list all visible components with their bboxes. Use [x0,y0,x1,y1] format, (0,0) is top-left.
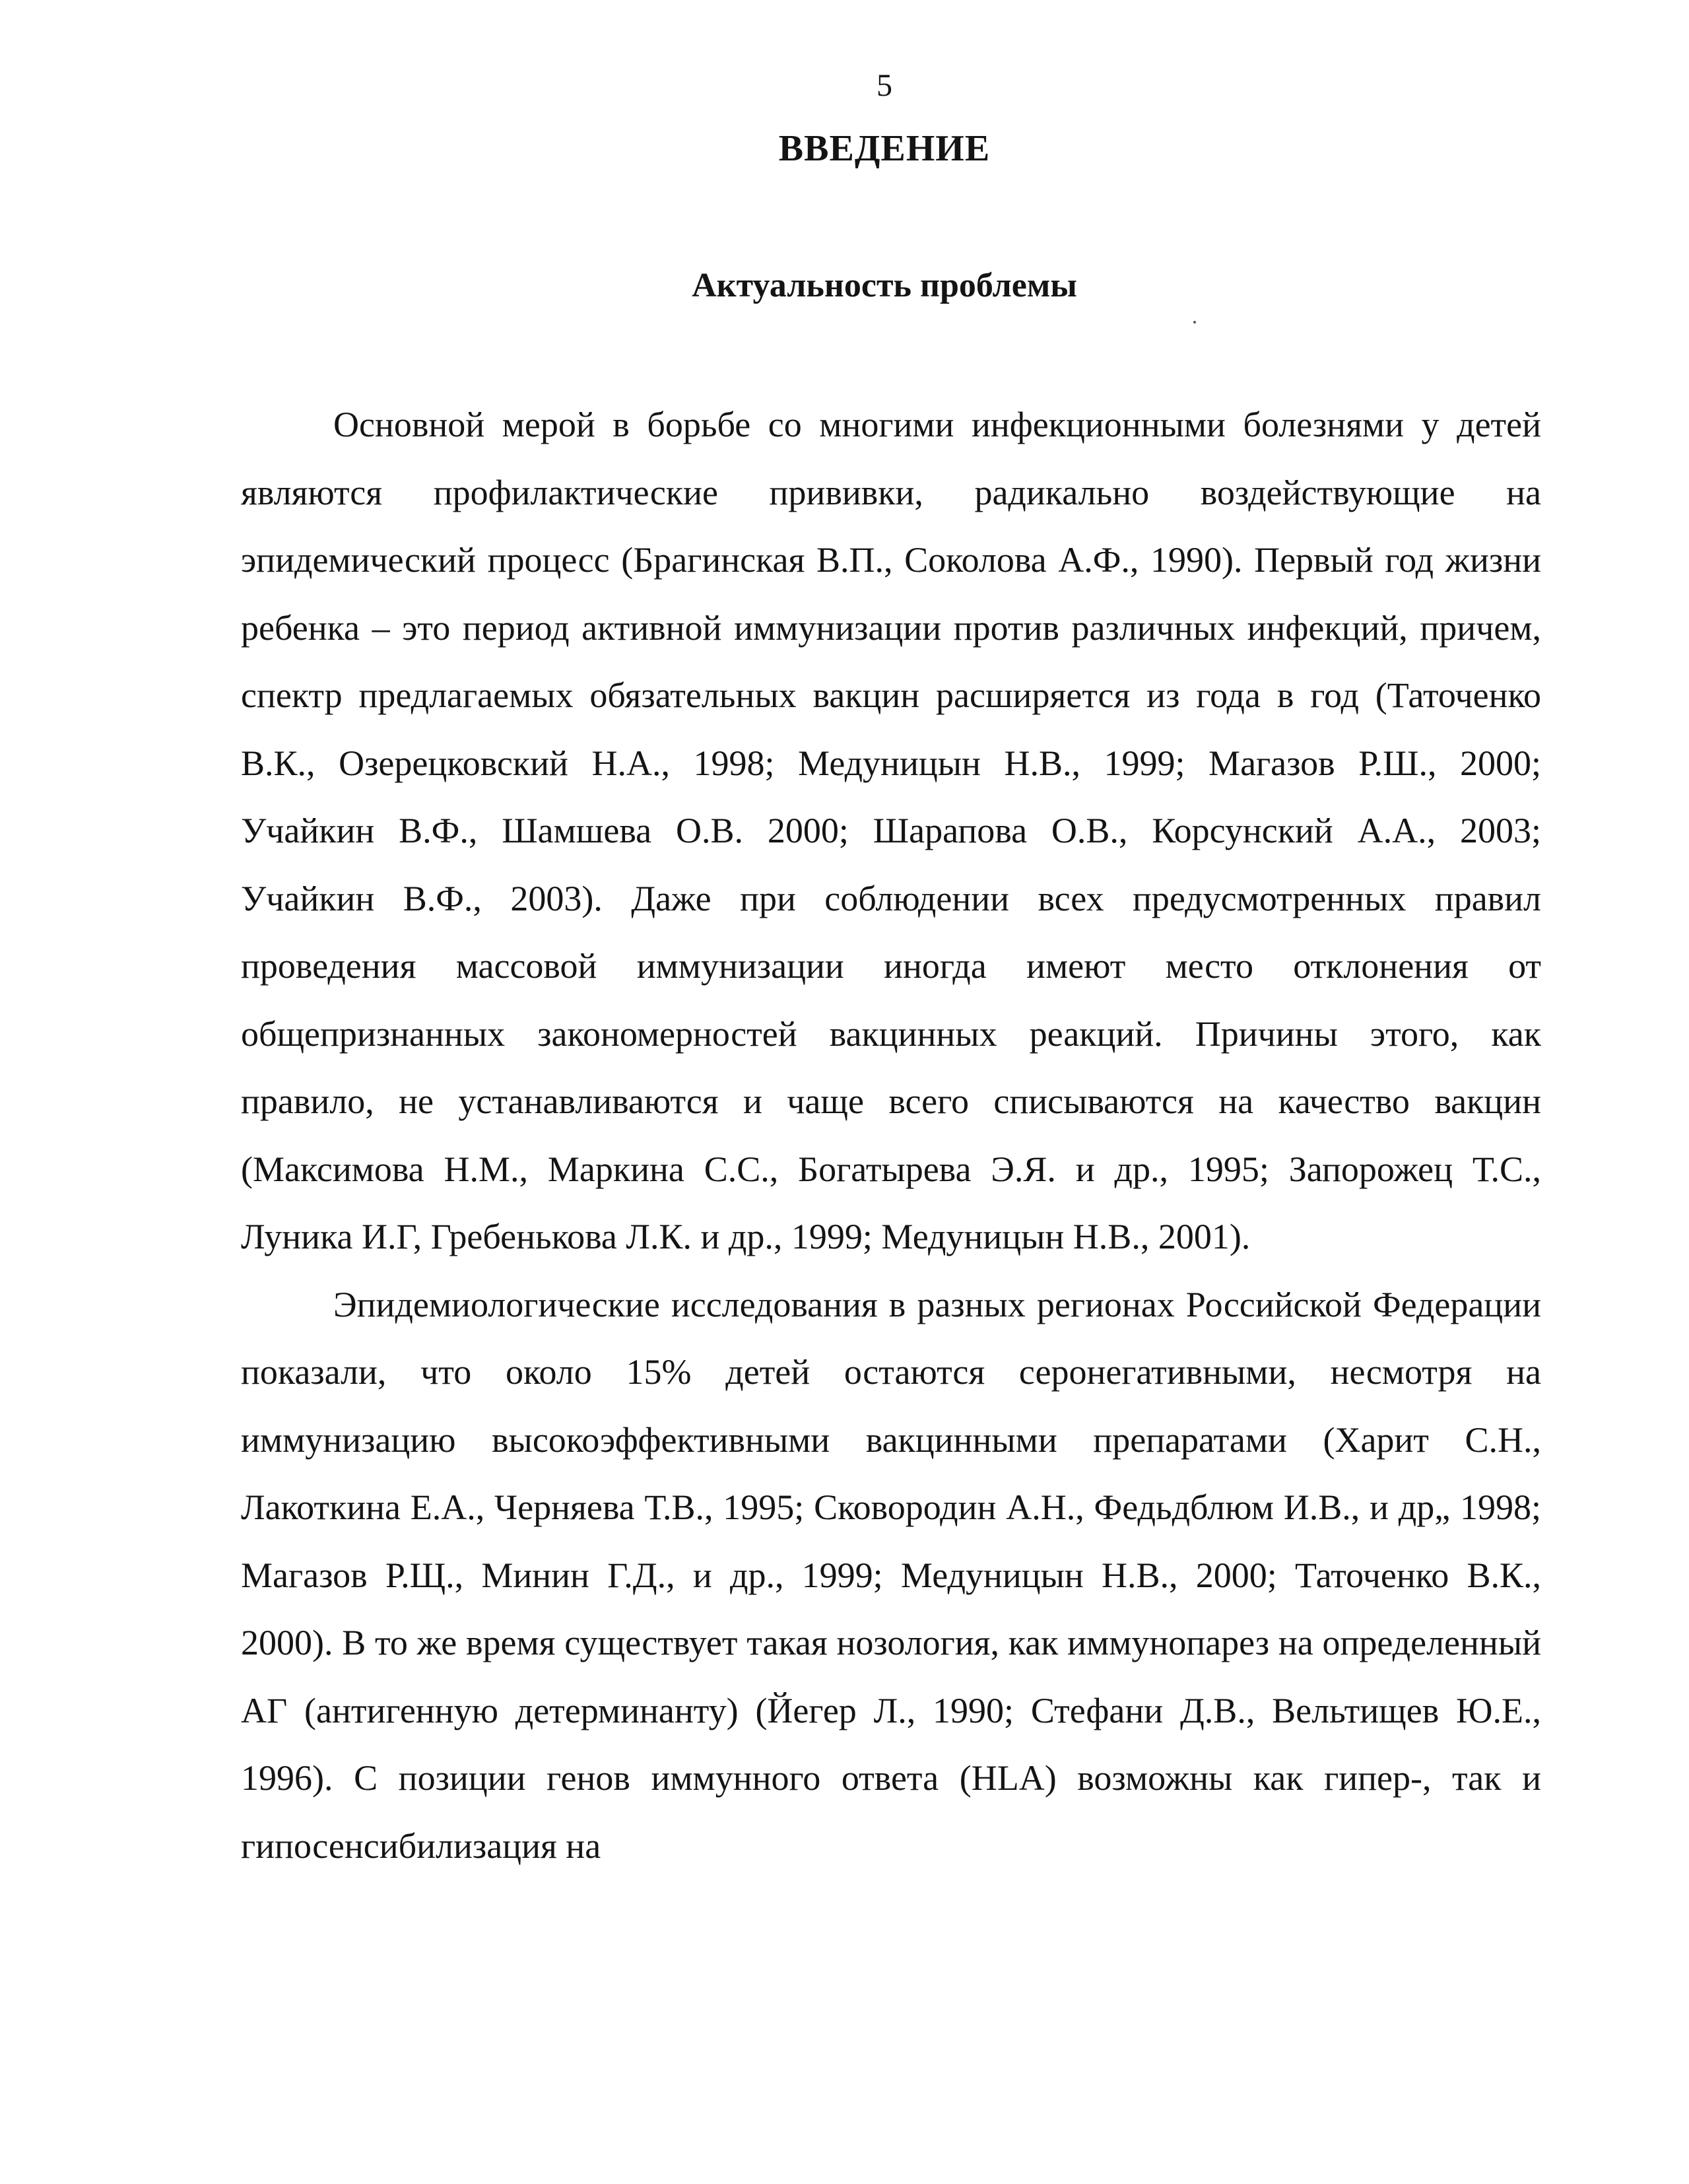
body-text [241,391,1541,1880]
section-heading: ВВЕДЕНИЕ [778,128,991,169]
page-number: 5 [877,68,892,103]
section-subheading: Актуальность проблемы [692,267,1077,304]
paragraph: Эпидемиологические исследования в разных регионах Российской Федерации показали, что около 15% детей остаются серонегативными, несмотря на иммунизацию высокоэффективными вакцинными препаратами (Харит С.Н., Лакоткина Е.А., Черняева Т.В., 1995; Сковородин А.Н., Федьдблюм И.В., и др„ 1998; Магазов Р.Щ., Минин Г.Д., и др., 1999; Медуницын Н.В., 2000; Таточенко В.К., 2000). В то же время существует такая нозология, как иммунопарез на определенный АГ (антигенную детерминанту) (Йегер Л., 1990; Стефани Д.В., Вельтищев Ю.Е., 1996). С позиции генов иммунного ответа (HLA) возможны как гипер-, так и гипосенсибилизация на [241,1284,1541,1866]
paragraph: Основной мерой в борьбе со многими инфекционными болезнями у детей являются профилактические прививки, радикально воздействующие на эпидемический процесс (Брагинская В.П., Соколова А.Ф., 1990). Первый год жизни ребенка – это период активной иммунизации против различных инфекций, причем, спектр предлагаемых обязательных вакцин расширяется из года в год (Таточенко В.К., Озерецковский Н.А., 1998; Медуницын Н.В., 1999; Магазов Р.Ш., 2000; Учайкин В.Ф., Шамшева О.В. 2000; Шарапова О.В., Корсунский А.А., 2003; Учайкин В.Ф., 2003). Даже при соблюдении всех предусмотренных правил проведения массовой иммунизации иногда имеют место отклонения от общепризнанных закономерностей вакцинных реакций. Причины этого, как правило, не устанавливаются и чаще всего списываются на качество вакцин (Максимова Н.М., Маркина С.С., Богатырева Э.Я. и др., 1995; Запорожец Т.С., Луника И.Г, Гребенькова Л.К. и др., 1999; Медуницын Н.В., 2001). [241,405,1541,1256]
scan-speck [1193,321,1196,324]
